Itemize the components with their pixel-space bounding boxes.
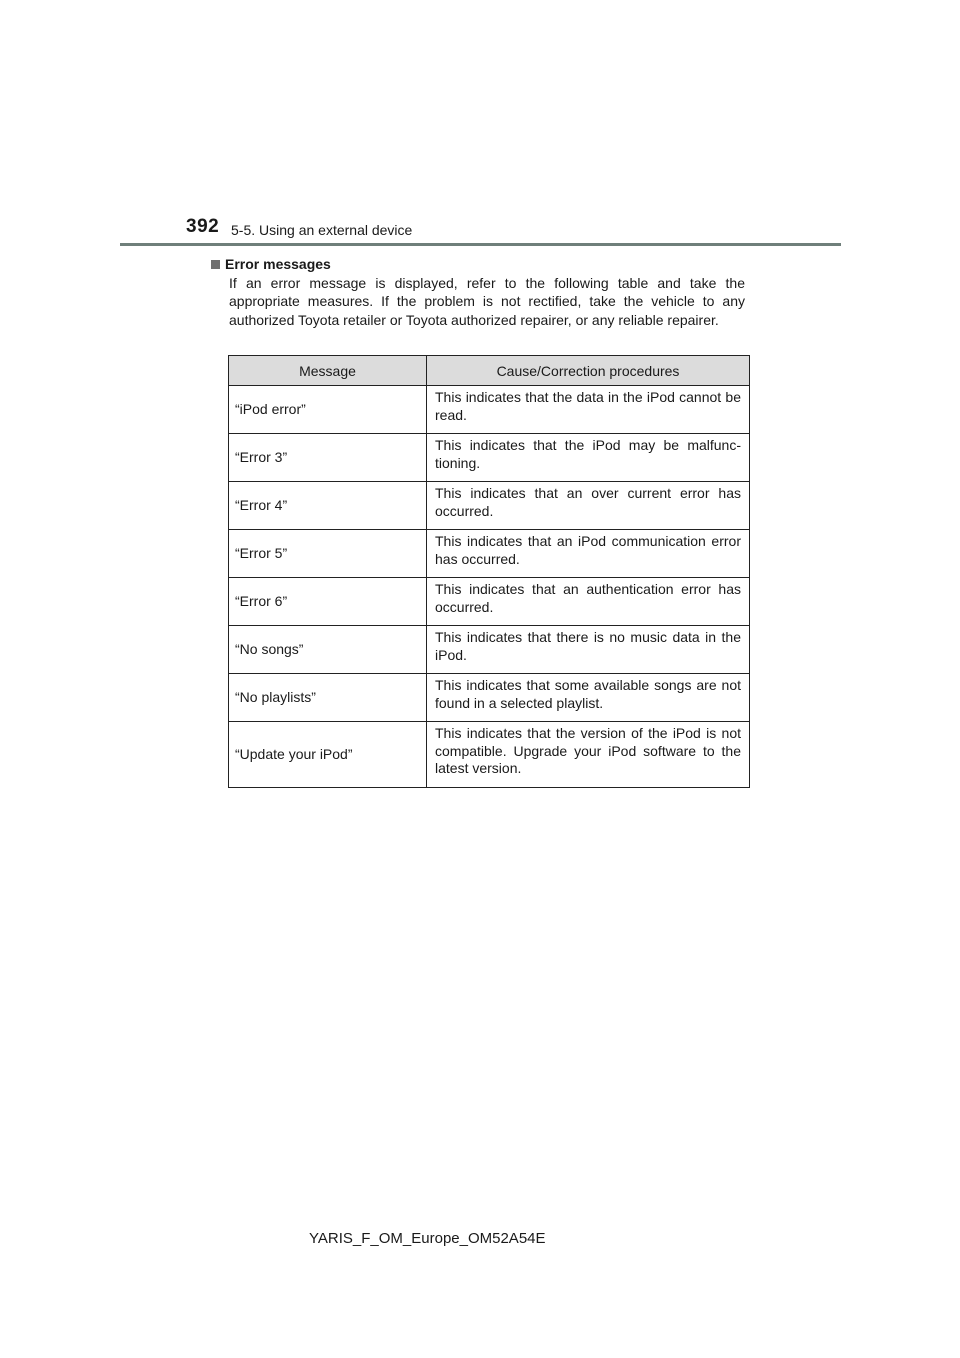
cause-cell: This indicates that an iPod communication error has occurred.	[427, 530, 750, 578]
message-cell: “No playlists”	[229, 674, 427, 722]
square-bullet-icon	[211, 260, 220, 269]
intro-paragraph: If an error message is displayed, refer to the following table and take the appropriate measures. If the problem is not rectified, take the vehicle to any authorized Toyota retailer or Toyota authorized repairer, or any reliable repairer.	[229, 275, 745, 328]
table-row	[229, 386, 750, 434]
table-row	[229, 674, 750, 722]
cause-cell: This indicates that there is no music data in the iPod.	[427, 626, 750, 674]
document-footer-code: YARIS_F_OM_Europe_OM52A54E	[309, 1230, 546, 1247]
message-cell: “Error 3”	[229, 434, 427, 482]
table-row	[229, 434, 750, 482]
message-cell: “No songs”	[229, 626, 427, 674]
message-cell: “iPod error”	[229, 386, 427, 434]
table-row	[229, 722, 750, 788]
cause-cell: This indicates that the data in the iPod cannot be read.	[427, 386, 750, 434]
cause-cell: This indicates that an authentication error has occurred.	[427, 578, 750, 626]
message-cell: “Error 6”	[229, 578, 427, 626]
error-message-table	[228, 355, 750, 788]
message-cell: “Error 4”	[229, 482, 427, 530]
section-title: 5-5. Using an external device	[231, 222, 413, 238]
header-divider	[120, 243, 841, 246]
table-row	[229, 626, 750, 674]
message-cell: “Error 5”	[229, 530, 427, 578]
column-header-message: Message	[229, 356, 427, 386]
subheading	[211, 256, 331, 272]
table-row	[229, 578, 750, 626]
cause-cell: This indicates that some available songs are not found in a selected playlist.	[427, 674, 750, 722]
table-row	[229, 530, 750, 578]
page-number: 392	[186, 216, 220, 237]
table-header-row	[229, 356, 750, 386]
table-row	[229, 482, 750, 530]
column-header-cause: Cause/Correction procedures	[427, 356, 750, 386]
cause-cell: This indicates that the version of the iPod is not compatible. Upgrade your iPod software to the latest version.	[427, 722, 750, 788]
message-cell: “Update your iPod”	[229, 722, 427, 788]
cause-cell: This indicates that an over current error has occurred.	[427, 482, 750, 530]
subheading-label: Error messages	[225, 256, 331, 272]
cause-cell: This indicates that the iPod may be malfunc-tioning.	[427, 434, 750, 482]
